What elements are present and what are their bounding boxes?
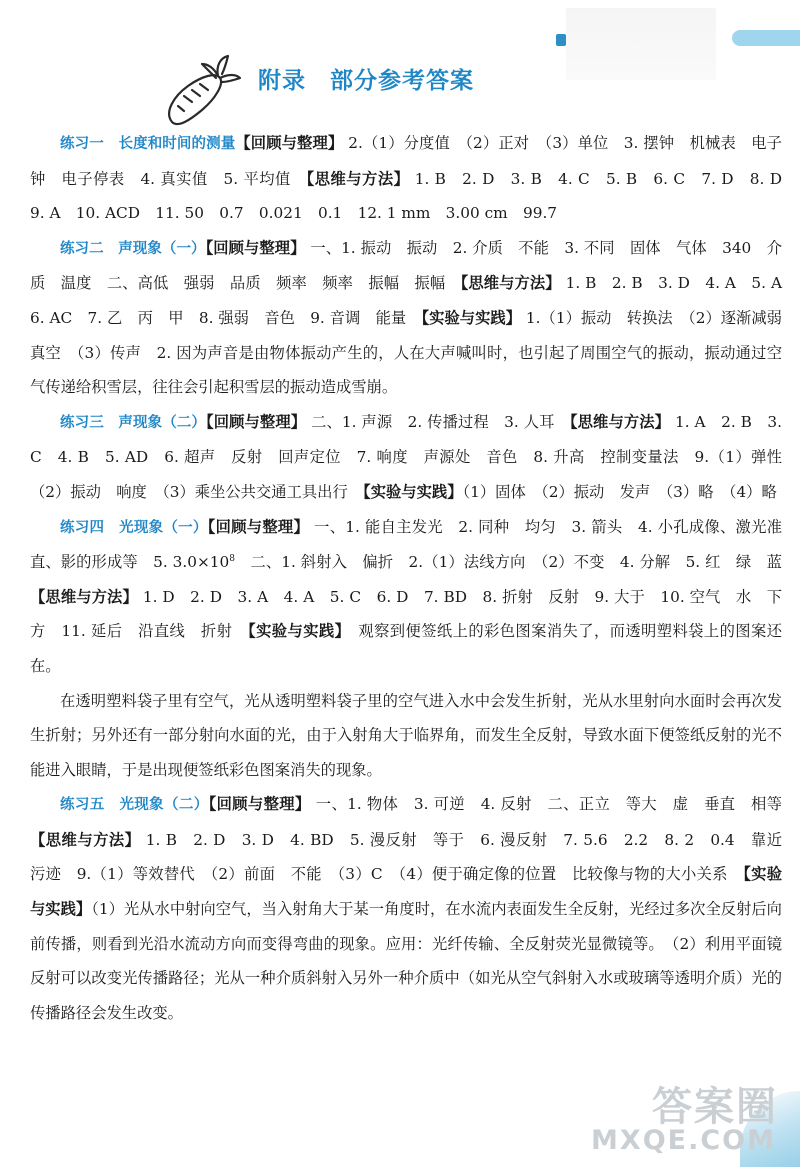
exercise-title: 练习二 声现象（一） [60,240,206,257]
answer-text: 二、1. 斜射入 偏折 2.（1）法线方向 （2）不变 4. 分解 5. 红 绿 蓝 [235,553,798,572]
section-tag: 【回顾与整理】 [208,795,311,814]
corner-mark [556,34,566,46]
answer-text: 观察到便签纸上的彩色图案消失了，而透明塑料袋上的图案还在。 [30,622,782,675]
section-tag: 【回顾与整理】 [235,134,344,152]
section-tag: 【实验与实践】 [421,308,522,327]
exercise-title: 练习一 长度和时间的测量 [60,136,236,152]
exercise-title: 练习三 声现象（二） [60,414,206,431]
answer-text: 1. B 2. D 3. D 4. BD 5. 漫反射 等于 6. 漫反射 7. 5.6 2.2 8. 2 0.4 靠近 污迹 9.（1）等效替代 （2）前面 不能 （3）C （4）便于确定像的位置 比较像与物的大小关系 [30,830,798,884]
section-tag: 【思维与方法】 [30,830,141,849]
watermark-url: MXQE.COM [591,1125,776,1156]
exercise-title: 练习五 光现象（二） [60,797,209,814]
exercise-3 [30,405,798,510]
watermark-logo-text: 答案圈 [652,1084,778,1130]
section-tag: 【实验与实践】 [248,622,343,641]
answer-text: 2.（1）分度值 （2）正对 （3）单位 3. 摆钟 机械表 电子钟 电子停表 4. 真实值 5. 平均值 [30,134,782,188]
answer-text: 1. A 2. B 3. C 4. B 5. AD 6. 超声 反射 回声定位 7. 响度 声源处 音色 8. 升高 控制变量法 9.（1）弹性 （2）振动 响度 （3）乘坐公共交通工具出行 [30,412,798,501]
exercise-1 [30,126,798,231]
exponent: 8 [229,554,235,565]
answer-text: 二、1. 声源 2. 传播过程 3. 人耳 [306,412,570,431]
section-tag: 【实验与实践】 [363,482,463,501]
section-tag: 【思维与方法】 [460,274,561,293]
section-tag: 【思维与方法】 [306,169,410,188]
answer-text: 1. B 2. D 3. B 4. C 5. B 6. C 7. D 8. D 9. A 10. ACD 11. 50 0.7 0.021 0.1 12. 1 mm 3.00 cm 99.7 [30,169,798,223]
section-tag: 【回顾与整理】 [207,517,310,536]
section-tag: 【思维与方法】 [569,412,671,431]
answer-text: 一、1. 振动 振动 2. 介质 不能 3. 不同 固体 气体 340 介质 温度 二、高低 强弱 品质 频率 频率 振幅 振幅 [30,238,782,293]
exercise-5 [30,787,798,1030]
exercise-4-explanation: 在透明塑料袋子里有空气，光从透明塑料袋子里的空气进入水中会发生折射，光从水里射向水面时会再次发生折射；另外还有一部分射向水面的光，由于入射角大于临界角，而发生全反射，导致水面下便签纸反射的光不能进入眼睛，于是出现便签纸彩色图案消失的现象。 [30,691,782,779]
answer-text: 1. B 2. B 3. D 4. A 5. A 6. AC 7. 乙 丙 甲 8. 强弱 音色 9. 音调 能量 [30,274,798,327]
exercise-4 [30,510,798,684]
scan-shade [566,8,716,80]
answer-text: （1）光从水中射向空气，当入射角大于某一角度时，在水流内表面发生全反射，光经过多次全反射后向前传播，则看到光沿水流动方向而变得弯曲的现象。应用：光纤传输、全反射荧光显微镜等。 （2）利用平面镜反射可以改变光传播路径；光从一种介质斜射入另外一种介质中（如光从空气斜射入水或玻璃等透明介质）光的传播路径会发生改变。 [30,900,782,1022]
answer-text: 1.（1）振动 转换法 （2）逐渐减弱 真空 （3）传声 2. 因为声音是由物体振动产生的，人在大声喊叫时，也引起了周围空气的振动，振动通过空气传递给积雪层，往往会引起积雪层的振动造成雪崩。 [30,308,798,397]
answer-text: 一、1. 能自主发光 2. 同种 均匀 3. 箭头 4. 小孔成像、激光准直、影的形成等 5. 3.0×10 [30,517,782,572]
answer-text: （1）固体 （2）振动 发声 （3）略 （4）略 [462,482,777,501]
section-tag: 【思维与方法】 [30,587,138,606]
section-tag: 【实验与实践】 [30,865,782,919]
exercise-2 [30,231,798,405]
answer-text: 1. D 2. D 3. A 4. A 5. C 6. D 7. BD 8. 折射 反射 9. 大于 10. 空气 水 下方 11. 延后 沿直线 折射 [30,587,782,641]
answer-text: 一、1. 物体 3. 可逆 4. 反射 二、正立 等大 虚 垂直 相等 [310,795,798,814]
page-title: 附录 部分参考答案 [258,68,474,94]
section-tag: 【回顾与整理】 [205,238,306,257]
exercise-title: 练习四 光现象（一） [60,519,208,536]
section-tag: 【回顾与整理】 [206,412,307,431]
corner-tab [732,30,800,46]
watermark [591,1075,786,1161]
answer-content [30,126,798,1030]
